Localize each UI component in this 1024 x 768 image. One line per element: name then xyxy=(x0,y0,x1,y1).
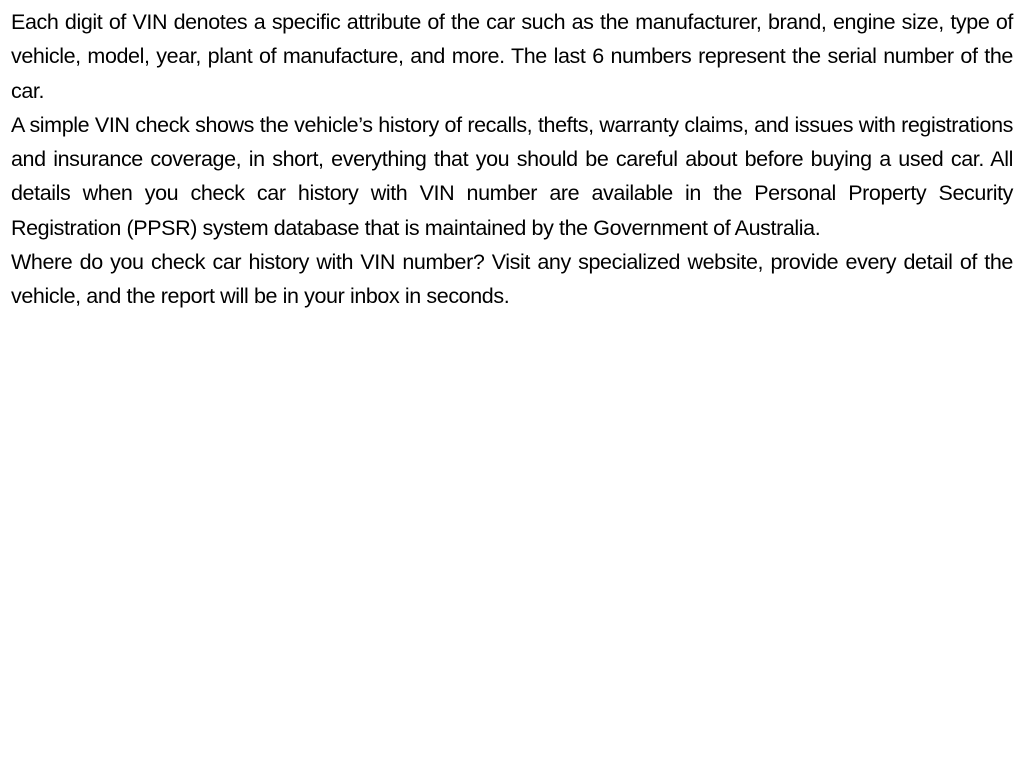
paragraph-vin-check: A simple VIN check shows the vehicle’s history of recalls, thefts, warranty claims, and issues with registrations and insurance coverage, in short, everything that you should be careful about before buying a used car. All details when you check car history with VIN number are available in the Personal Property Security Registration (PPSR) system database that is maintained by the Government of Australia. xyxy=(11,112,1013,240)
text-body xyxy=(11,5,1013,314)
paragraph-vin-digits: Each digit of VIN denotes a specific attribute of the car such as the manufacturer, brand, engine size, type of vehicle, model, year, plant of manufacture, and more. The last 6 numbers represent the serial number of the car. xyxy=(11,10,1013,103)
paragraph-where-to-check: Where do you check car history with VIN number? Visit any specialized website, provide every detail of the vehicle, and the report will be in your inbox in seconds. xyxy=(11,250,1013,309)
